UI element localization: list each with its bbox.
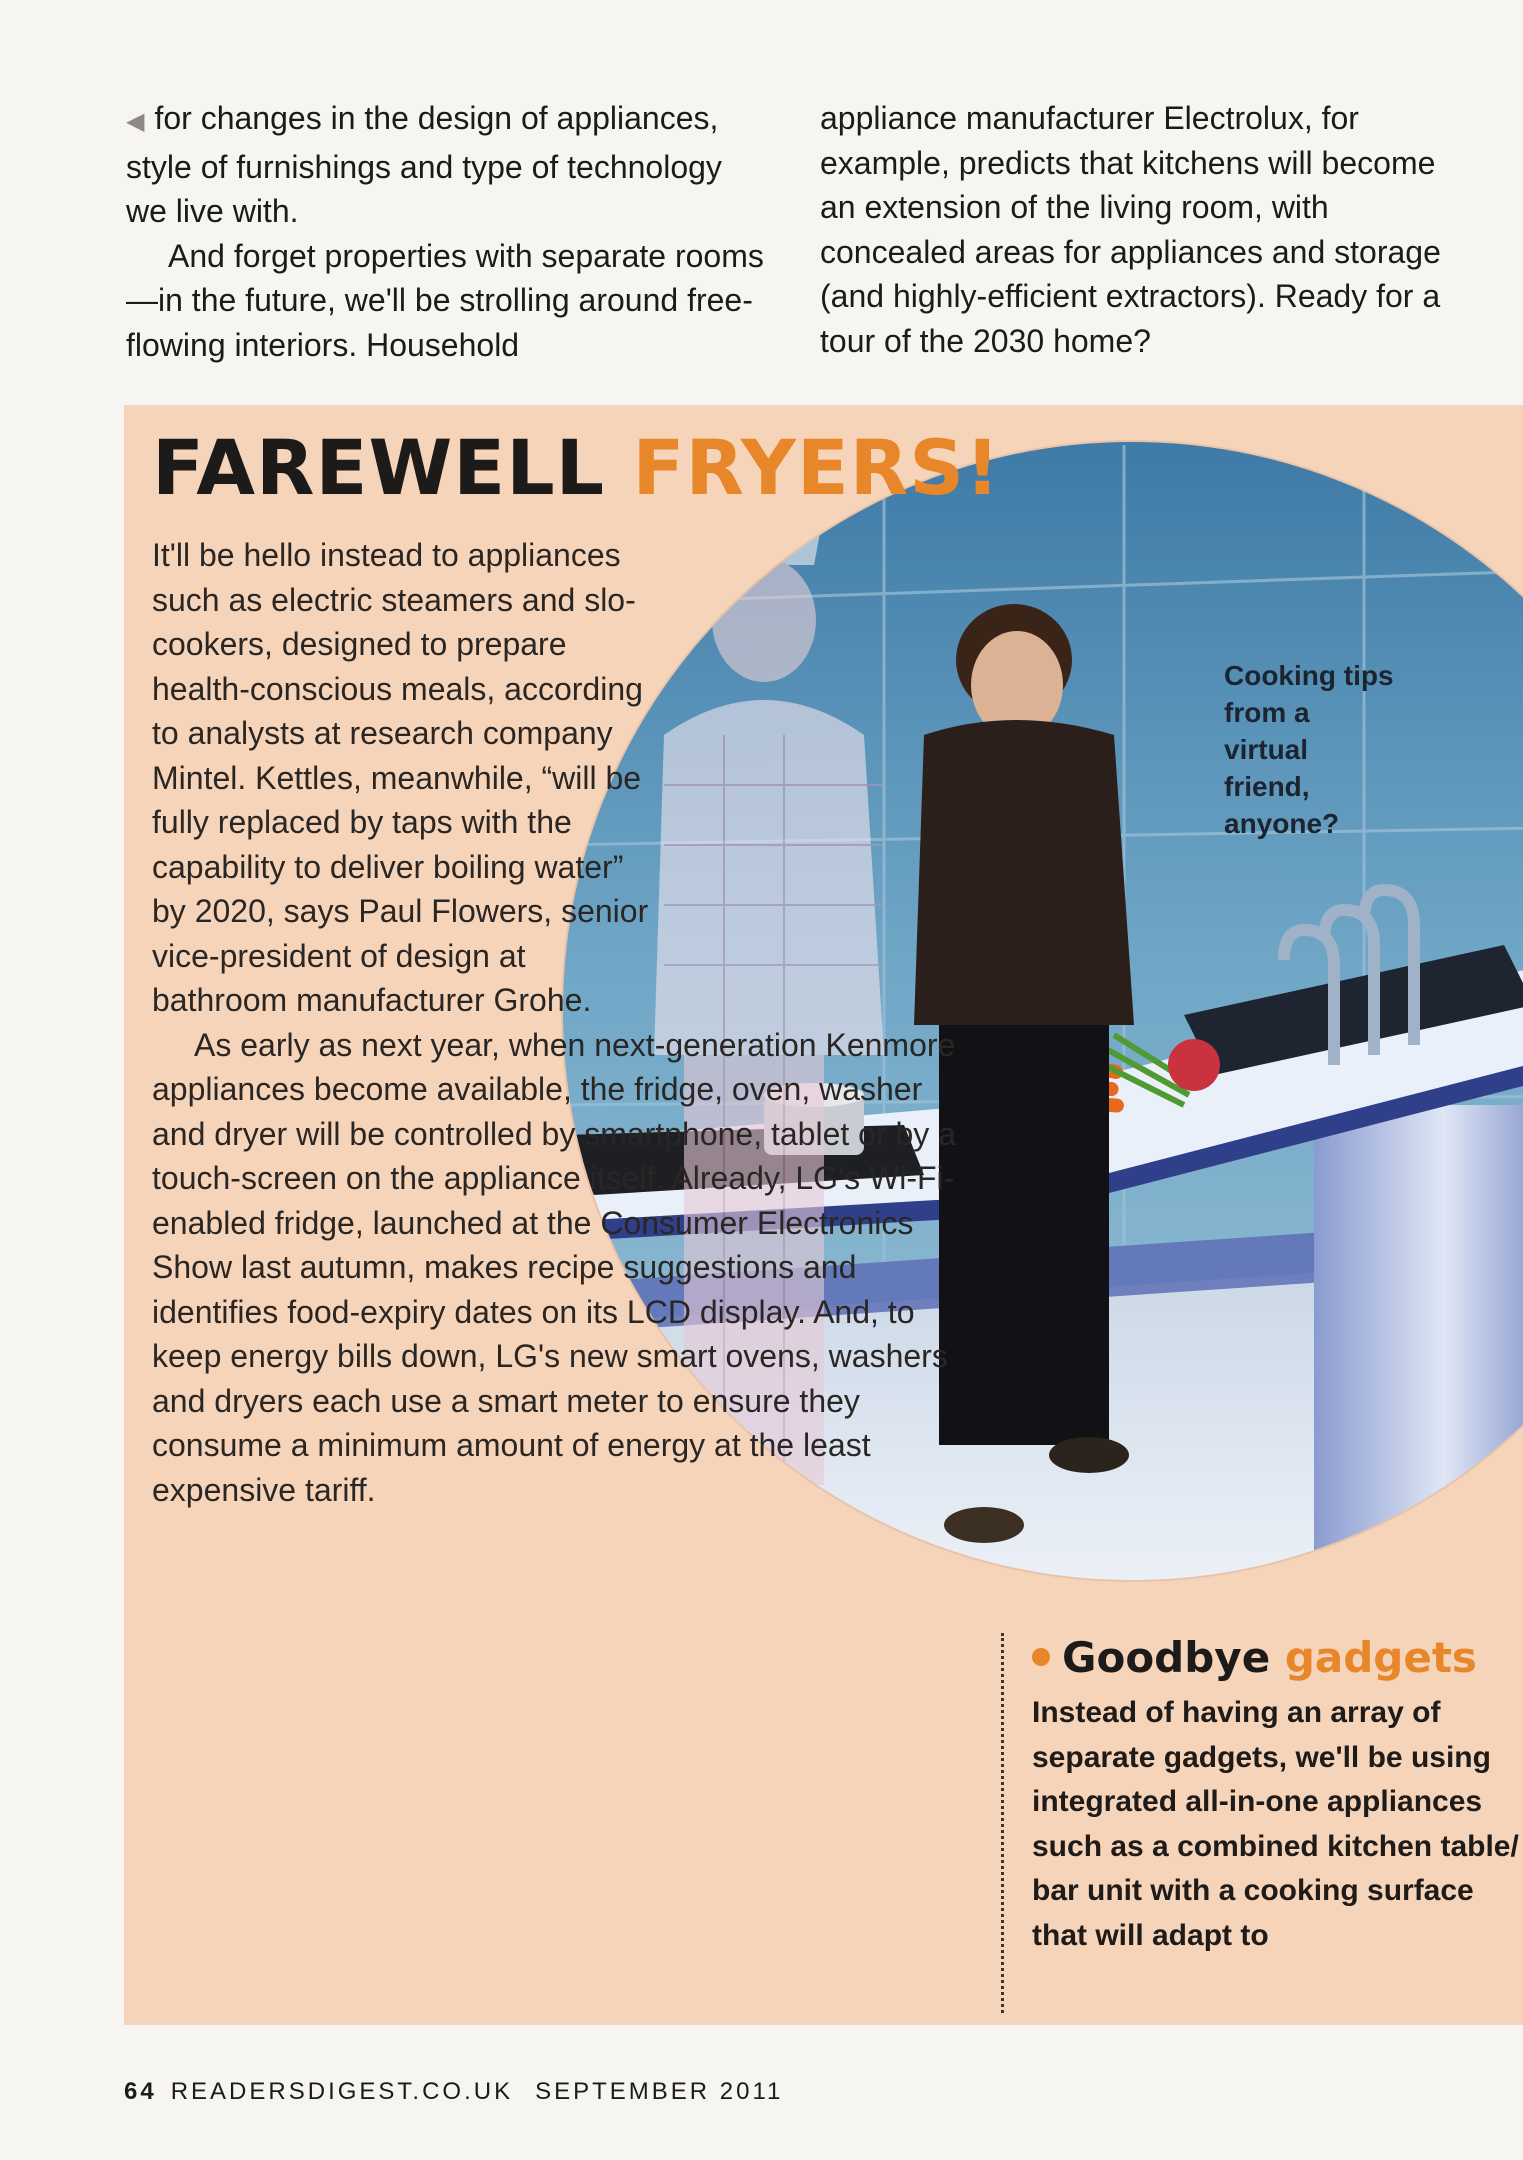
intro-left-paragraph-1 — [126, 96, 766, 234]
headline-word-farewell: FAREWELL — [152, 423, 606, 512]
intro-column-left — [126, 96, 766, 367]
feature-paragraph-2: As early as next year, when next-generation Kenmore appliances become available, the fridge, oven, washer and dryer will be controlled by smartphone, tablet or by a touch-screen on the appliance itself. Already, LG's Wi-Fi-enabled fridge, launched at the Consumer Electronics Show last autumn, makes recipe suggestions and identifies food-expiry dates on its LCD display. And, to keep energy bills down, LG's new smart ovens, washers and dryers each use a smart meter to ensure they consume a minimum amount of energy at the least expensive tariff. — [152, 1026, 956, 1508]
sidebar-text: Instead of having an array of separate gadgets, we'll be using integrated all-in-one appliances such as a combined kitchen table/ bar unit with a cooking surface that will adapt to — [1032, 1696, 1519, 1952]
page-footer — [124, 2078, 783, 2106]
sidebar-heading-dark: Goodbye — [1062, 1633, 1271, 1682]
continued-arrow-icon: ◀ — [126, 108, 145, 135]
feature-panel — [124, 405, 1523, 2025]
intro-left-text-1: for changes in the design of appliances, style of furnishings and type of technology we live with. — [126, 100, 722, 229]
intro-left-paragraph-2: And forget properties with separate rooms—in the future, we'll be strolling around free-flowing interiors. Household — [126, 237, 764, 363]
bullet-dot-icon — [1032, 1648, 1050, 1666]
sidebar-heading-accent: gadgets — [1284, 1633, 1477, 1682]
image-caption: Cooking tips from a virtual friend, anyone? — [1224, 660, 1394, 839]
sidebar-goodbye-gadgets — [1001, 1633, 1523, 2013]
footer-site: READERSDIGEST.CO.UK — [170, 2078, 514, 2105]
intro-column-right — [820, 96, 1460, 363]
feature-paragraph-1: It'll be hello instead to appliances such as electric steamers and slo-cookers, designed to prepare health-conscious meals, according to analysts at research company Mintel. Kettles, meanwhile, “will be fully replaced by taps with the capability to deliver boiling water” by 2020, says Paul Flowers, senior vice-president of design at bathroom manufacturer Grohe. — [152, 537, 649, 1018]
page-number: 64 — [124, 2078, 157, 2105]
feature-body — [152, 533, 1092, 1512]
feature-headline — [152, 423, 1001, 513]
headline-word-fryers: FRYERS! — [632, 423, 1001, 512]
sidebar-heading — [1032, 1633, 1523, 1683]
intro-right-paragraph: appliance manufacturer Electrolux, for example, predicts that kitchens will become an extension of the living room, with concealed areas for appliances and storage (and highly-efficient extractors). Ready for a tour of the 2030 home? — [820, 100, 1441, 359]
footer-date: SEPTEMBER 2011 — [535, 2078, 784, 2105]
